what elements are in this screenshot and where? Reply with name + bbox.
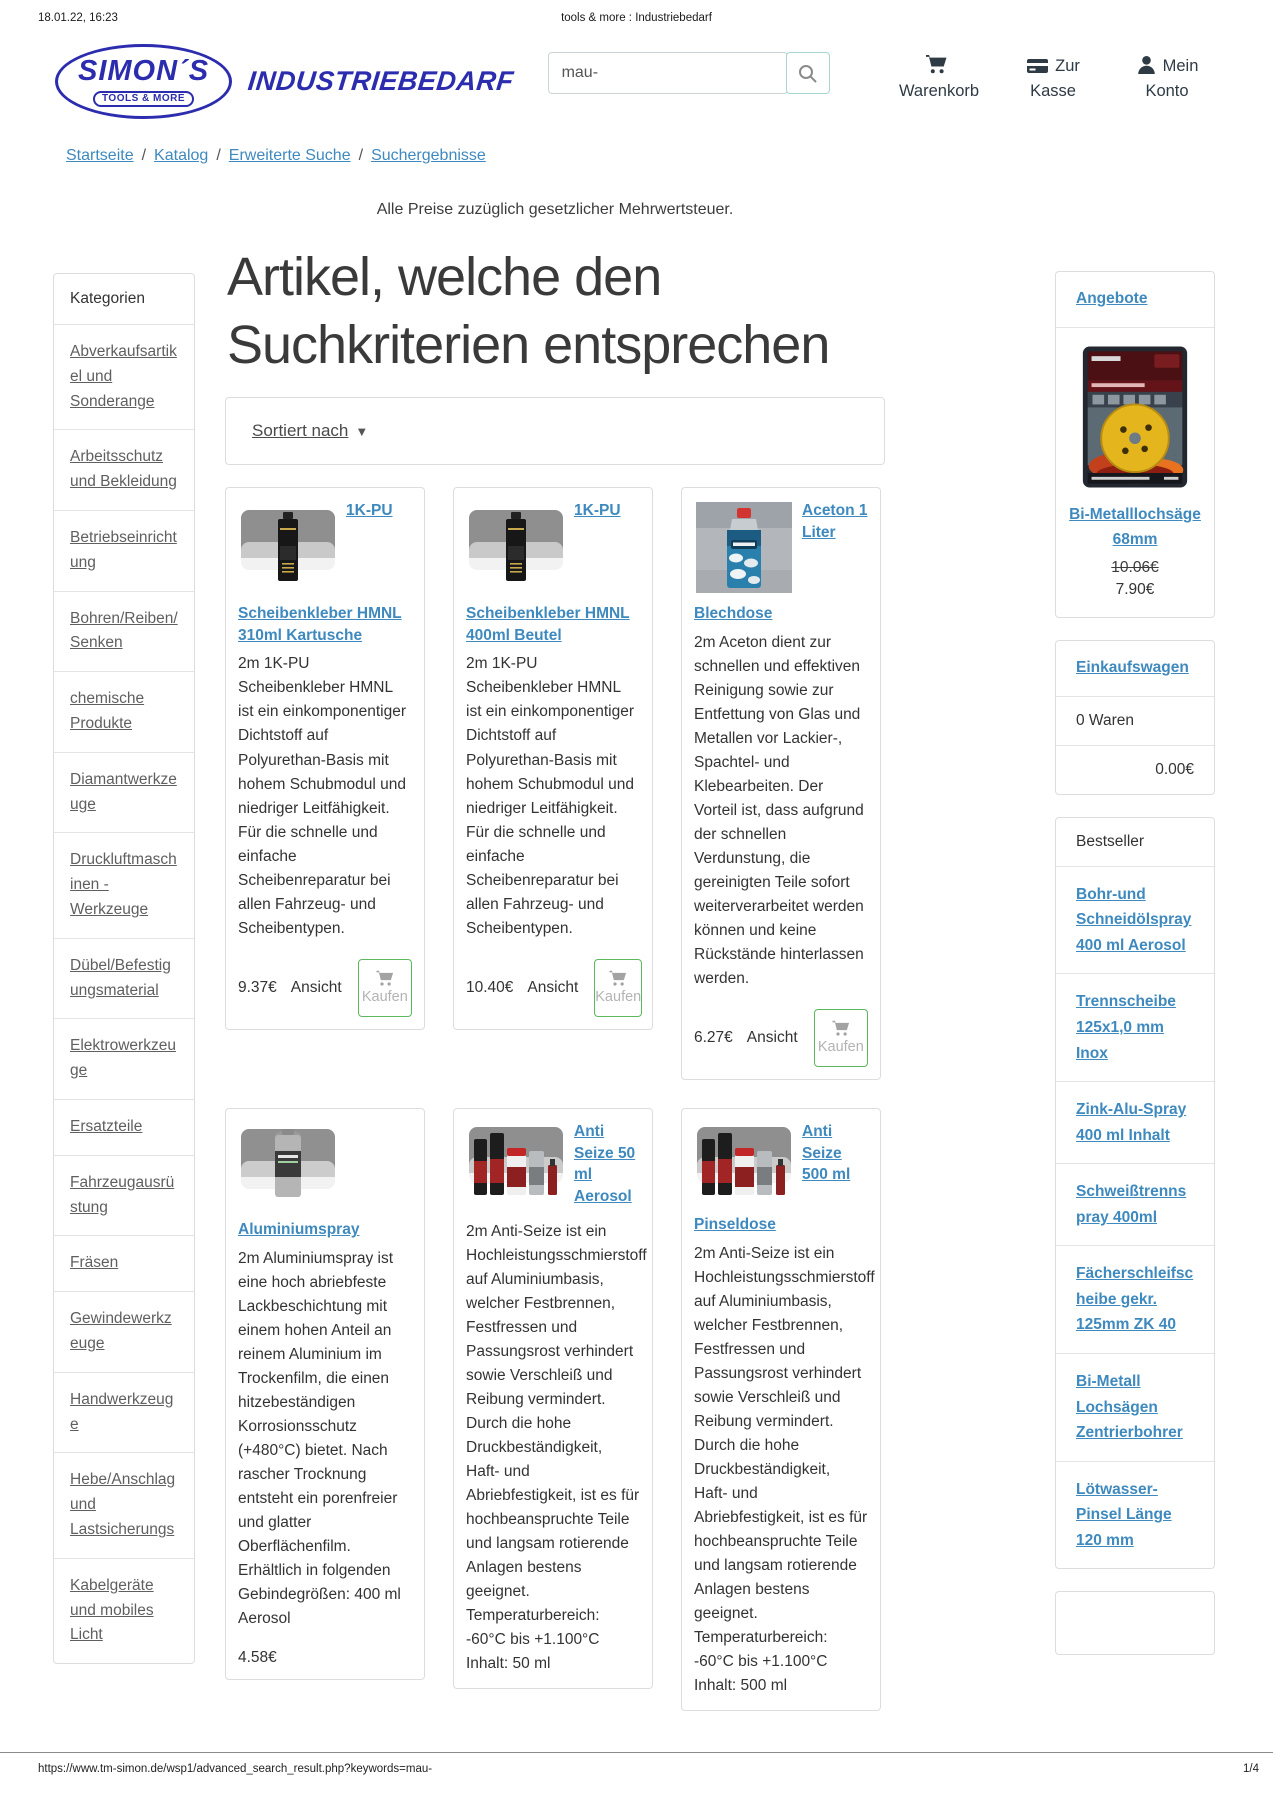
category-item [54, 832, 194, 937]
bestseller-link-faecherschleifscheibe[interactable]: Fächerschleifscheibe gekr. 125mm ZK 40 [1076, 1265, 1194, 1334]
category-item [54, 324, 194, 429]
product-image-anti-seize-50ml[interactable] [466, 1121, 566, 1206]
product-head [466, 1121, 640, 1208]
vat-notice: Alle Preise zuzüglich gesetzlicher Mehrwertsteuer. [376, 201, 734, 218]
category-link-kabelgeraete[interactable]: Kabelgeräte und mobiles Licht [70, 1576, 154, 1644]
product-title-link[interactable]: Anti Seize 500 ml Pinseldose [694, 1122, 851, 1233]
buy-button-label: Kaufen [817, 1039, 864, 1056]
cart-icon [831, 1020, 851, 1037]
bestseller-item [1056, 1163, 1214, 1245]
store-logo[interactable] [55, 44, 514, 119]
nav-checkout-link[interactable] [1005, 54, 1101, 104]
offer-product [1056, 327, 1214, 617]
product-card [453, 1108, 653, 1689]
product-card [681, 487, 881, 1080]
bestseller-box [1055, 817, 1215, 1570]
product-title-link[interactable]: Anti Seize 50 ml Aerosol [574, 1122, 636, 1206]
nav-cart-label: Warenkorb [898, 81, 980, 100]
category-item [54, 1452, 194, 1557]
view-button[interactable]: Ansicht [277, 969, 356, 1007]
offer-old-price: 10.06€ [1111, 558, 1159, 576]
nav-checkout-label: Zur Kasse [1030, 57, 1080, 100]
cart-item-count: 0 Waren [1056, 696, 1214, 745]
product-title-link[interactable]: 1K-PU Scheibenkleber HMNL 310ml Kartusche [238, 502, 402, 644]
print-doc-title: tools & more : Industriebedarf [561, 12, 712, 24]
site-header [55, 44, 1215, 119]
logo-subtitle: TOOLS & MORE [93, 91, 194, 107]
bestseller-link-trennscheibe[interactable]: Trennscheibe 125x1,0 mm Inox [1076, 993, 1176, 1062]
print-header [38, 12, 1235, 24]
product-head [694, 500, 868, 625]
sort-dropdown[interactable]: Sortiert nach [252, 421, 349, 441]
category-link-gewindewerkzeuge[interactable]: Gewindewerkzeuge [70, 1310, 172, 1352]
product-description: 2m Anti-Seize ist ein Hochleistungsschmierstoff auf Aluminiumbasis, welcher Festbrennen, Festfressen und Passungsrost verhindert sowie Verschleiß und Reibung vermindert. Durch die hohe Druckbeständigkeit, Haft- und Abriebfestigkeit, ist es für hochbeanspruchte Teile und langsam rotierende Anlagen bestens geeignet. Temperaturbereich: -60°C bis +1.100°C Inhalt: 500 ml [694, 1244, 875, 1694]
credit-card-icon [1026, 57, 1049, 75]
bestseller-link-schweisstrennspray[interactable]: Schweißtrennspray 400ml [1076, 1183, 1187, 1226]
cart-summary-box [1055, 640, 1215, 795]
offer-product-link[interactable]: Bi-Metalllochsäge 68mm [1069, 505, 1201, 549]
breadcrumb-erweiterte-suche[interactable]: Erweiterte Suche [228, 147, 351, 164]
bestseller-link-bimetall-zentrierbohrer[interactable]: Bi-Metall Lochsägen Zentrierbohrer [1076, 1373, 1183, 1442]
category-link-diamantwerkzeuge[interactable]: Diamantwerkzeuge [70, 770, 177, 813]
bestseller-title: Bestseller [1076, 832, 1145, 850]
chevron-down-icon: ▼ [355, 424, 369, 440]
product-grid [225, 487, 885, 1711]
product-image-anti-seize-500ml[interactable] [694, 1121, 794, 1206]
product-image-aluminiumspray[interactable] [238, 1121, 338, 1211]
product-card [225, 1108, 425, 1680]
cart-summary-header [1056, 641, 1214, 696]
clipped-box [1055, 1591, 1215, 1655]
product-price: 6.27€ [694, 1028, 733, 1046]
logo-brand: SIMON´S [78, 55, 210, 87]
category-item [54, 1099, 194, 1155]
search-icon [797, 63, 818, 84]
offers-link[interactable]: Angebote [1076, 290, 1148, 307]
breadcrumb [66, 147, 1273, 165]
view-button[interactable]: Ansicht [513, 969, 592, 1007]
breadcrumb-katalog[interactable]: Katalog [154, 147, 209, 164]
view-button[interactable]: Ansicht [733, 1019, 812, 1057]
category-link-arbeitsschutz[interactable]: Arbeitsschutz und Bekleidung [70, 448, 177, 491]
bestseller-link-zink-alu-spray[interactable]: Zink-Alu-Spray 400 ml Inhalt [1076, 1101, 1187, 1144]
product-title-link[interactable]: 1K-PU Scheibenkleber HMNL 400ml Beutel [466, 502, 630, 644]
buy-button[interactable] [814, 1009, 868, 1067]
breadcrumb-separator: / [358, 147, 364, 164]
columns [53, 241, 1215, 1711]
offer-price: 7.90€ [1115, 580, 1155, 598]
offers-box [1055, 271, 1215, 618]
category-item [54, 938, 194, 1019]
category-item [54, 1018, 194, 1099]
buy-button[interactable] [358, 959, 412, 1017]
category-link-druckluftmaschinen[interactable]: Druckluftmaschinen - Werkzeuge [70, 851, 177, 918]
category-item [54, 671, 194, 752]
category-link-elektrowerkzeuge[interactable]: Elektrowerkzeuge [70, 1037, 176, 1080]
product-image-scheibenkleber-beutel[interactable] [466, 500, 566, 595]
print-timestamp: 18.01.22, 16:23 [38, 12, 118, 24]
category-link-fahrzeugausruestung[interactable]: Fahrzeugausrüstung [70, 1173, 175, 1216]
cart-summary-link[interactable]: Einkaufswagen [1076, 658, 1189, 676]
category-link-abverkaufsartikel[interactable]: Abverkaufsartikel und Sonderange [70, 343, 177, 410]
product-description: 2m Aceton dient zur schnellen und effektiven Reinigung sowie zur Entfettung von Glas und Metallen vor Lackier-, Spachtel- und Klebearbeiten. Der Vorteil ist, dass aufgrund der schnellen Verdunstung, die gereinigten Teile sofort weiterverarbeitet werden können und keine Rückstände hinterlassen werden. [694, 633, 864, 987]
product-description: 2m 1K-PU Scheibenkleber HMNL ist ein einkomponentiger Dichtstoff auf Polyurethan-Basis mit hohem Schubmodul und niedriger Leitfähigkeit. Für die schnelle und einfache Scheibenreparatur bei allen Fahrzeug- und Scheibentypen. [238, 655, 407, 937]
breadcrumb-suchergebnisse[interactable]: Suchergebnisse [371, 147, 486, 164]
category-item [54, 1291, 194, 1372]
category-item [54, 429, 194, 510]
nav-account-label: Mein Konto [1145, 57, 1199, 100]
page-title: Artikel, welche den Suchkriterien entsprechen [227, 247, 830, 376]
search-button[interactable] [786, 52, 830, 94]
nav-cart-link[interactable] [891, 54, 987, 104]
product-card [681, 1108, 881, 1711]
nav-account-link[interactable] [1119, 54, 1215, 104]
category-link-betriebseinrichtung[interactable]: Betriebseinrichtung [70, 528, 177, 571]
buy-button[interactable] [594, 959, 642, 1017]
logo-wordmark: INDUSTRIEBEDARF [246, 66, 516, 96]
search-bar [548, 52, 830, 94]
cart-icon [375, 970, 395, 987]
category-link-chemische-produkte[interactable]: chemische Produkte [70, 690, 145, 732]
right-sidebar [1055, 271, 1215, 1655]
product-title-link[interactable]: Aceton 1 Liter Blechdose [694, 502, 868, 623]
breadcrumb-separator: / [141, 147, 147, 164]
product-footer [238, 1649, 412, 1667]
categories-box [53, 273, 195, 1664]
bestseller-item [1056, 1461, 1214, 1569]
product-card [225, 487, 425, 1030]
logo-oval [55, 44, 232, 119]
category-item [54, 1235, 194, 1291]
user-icon [1136, 55, 1157, 75]
product-image-aceton[interactable] [694, 500, 794, 595]
product-description: 2m Anti-Seize ist ein Hochleistungsschmierstoff auf Aluminiumbasis, welcher Festbrennen, Festfressen und Passungsrost verhindert sowie Verschleiß und Reibung vermindert. Durch die hohe Druckbeständigkeit, Haft- und Abriebfestigkeit, ist es für hochbeanspruchte Teile und langsam rotierende Anlagen bestens geeignet. Temperaturbereich: -60°C bis +1.100°C Inhalt: 50 ml [466, 1222, 647, 1673]
bestseller-item [1056, 973, 1214, 1081]
breadcrumb-separator: / [216, 147, 221, 164]
product-head [694, 1121, 868, 1236]
bestseller-item [1056, 1081, 1214, 1163]
cart-icon [608, 970, 628, 987]
buy-button-label: Kaufen [595, 989, 642, 1006]
category-item [54, 1155, 194, 1236]
search-input[interactable] [548, 52, 788, 94]
product-description: 2m Aluminiumspray ist eine hoch abriebfeste Lackbeschichtung mit einem hohen Anteil an reinem Aluminium im Trockenfilm, die einen hitzebeständigen Korrosionsschutz (+480°C) bietet. Nach rascher Trocknung entsteht ein porenfreier und glatter Oberflächenfilm. Erhältlich in folgenden Gebindegrößen: 400 ml Aerosol [238, 1249, 401, 1627]
category-item [54, 1558, 194, 1663]
offers-header [1056, 272, 1214, 327]
product-head [238, 500, 412, 646]
print-footer [0, 1752, 1273, 1775]
category-item [54, 591, 194, 672]
product-image-scheibenkleber-kartusche[interactable] [238, 500, 338, 595]
category-item [54, 510, 194, 591]
category-item [54, 1372, 194, 1453]
product-footer [694, 1009, 868, 1067]
product-price: 10.40€ [466, 978, 514, 996]
cart-total: 0.00€ [1056, 745, 1214, 794]
category-link-handwerkzeuge[interactable]: Handwerkzeuge [70, 1390, 174, 1433]
product-card [453, 487, 653, 1030]
category-link-fraesen[interactable]: Fräsen [70, 1254, 119, 1272]
bestseller-item [1056, 1353, 1214, 1461]
product-footer [238, 959, 412, 1017]
product-price: 4.58€ [238, 1648, 277, 1666]
product-description: 2m 1K-PU Scheibenkleber HMNL ist ein einkomponentiger Dichtstoff auf Polyurethan-Basis mit hohem Schubmodul und niedriger Leitfähigkeit. Für die schnelle und einfache Scheibenreparatur bei allen Fahrzeug- und Scheibentypen. [466, 655, 635, 937]
breadcrumb-startseite[interactable]: Startseite [66, 147, 134, 164]
category-link-hebe-anschlag[interactable]: Hebe/Anschlag und Lastsicherungs [70, 1471, 176, 1538]
bestseller-link-bohr-schneidoelspray[interactable]: Bohr-und Schneidölspray 400 ml Aerosol [1076, 885, 1192, 954]
category-link-ersatzteile[interactable]: Ersatzteile [70, 1117, 143, 1135]
product-head [238, 1121, 412, 1241]
bestseller-item [1056, 866, 1214, 974]
product-title-link[interactable]: Aluminiumspray [238, 1220, 360, 1238]
product-footer [466, 959, 640, 1017]
main-column [225, 241, 885, 1711]
category-link-bohren[interactable]: Bohren/Reiben/Senken [70, 609, 178, 652]
offer-product-image[interactable] [1068, 344, 1202, 490]
category-item [54, 752, 194, 833]
category-link-duebel[interactable]: Dübel/Befestigungsmaterial [70, 956, 171, 999]
print-url: https://www.tm-simon.de/wsp1/advanced_search_result.php?keywords=mau- [38, 1763, 433, 1775]
bestseller-item [1056, 1245, 1214, 1353]
product-price: 9.37€ [238, 978, 277, 996]
sort-box [225, 397, 885, 465]
cart-icon [925, 54, 948, 75]
bestseller-link-loetwasser-pinsel[interactable]: Lötwasser-Pinsel Länge 120 mm [1076, 1480, 1172, 1549]
header-nav [891, 54, 1215, 104]
product-head [466, 500, 640, 646]
buy-button-label: Kaufen [361, 989, 408, 1006]
print-page-number: 1/4 [1243, 1763, 1259, 1775]
categories-title: Kategorien [70, 290, 145, 307]
